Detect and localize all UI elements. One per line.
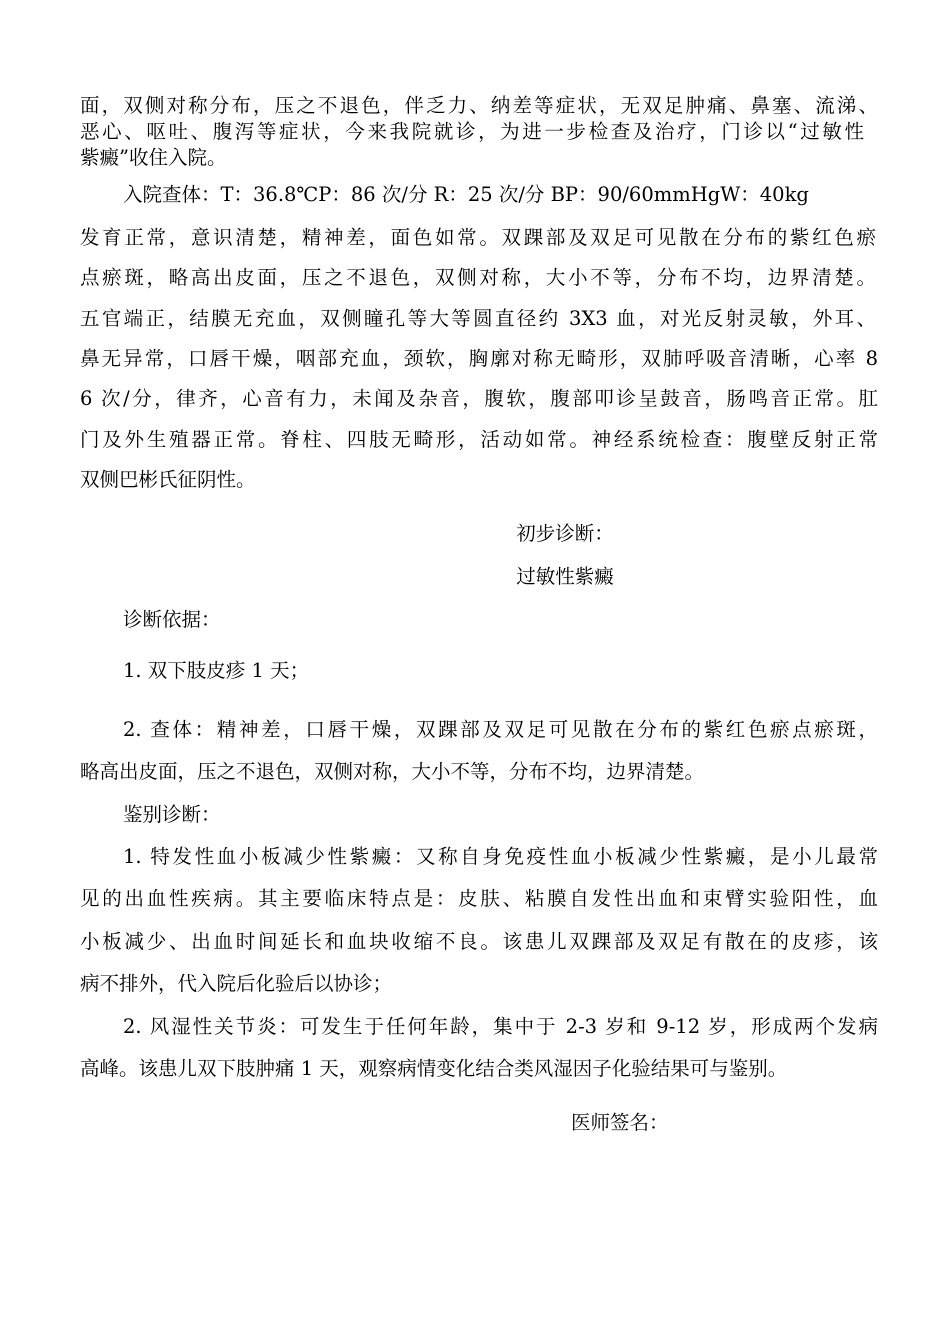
exam-line-5: 6 次/分，律齐，心音有力，未闻及杂音，腹软，腹部叩诊呈鼓音，肠鸣音正常。肛 [80,387,878,410]
exam-vitals: 入院查体：T：36.8℃P：86 次/分 R：25 次/分 BP：90/60mmHgW：40kg [123,183,809,206]
differential-item-1-line-1: 1. 特发性血小板减少性紫癜：又称自身免疫性血小板减少性紫癜，是小儿最常 [123,845,878,868]
diagnosis-heading: 初步诊断： [516,522,614,545]
history-line-3: 紫癜”收住入院。 [80,146,227,169]
differential-item-1-line-4: 病不排外，代入院后化验后以协诊； [80,972,393,995]
exam-line-2: 点瘀斑，略高出皮面，压之不退色，双侧对称，大小不等，分布不均，边界清楚。 [80,266,876,289]
differential-heading: 鉴别诊断： [123,803,221,826]
exam-line-7: 双侧巴彬氏征阴性。 [80,468,256,491]
basis-heading: 诊断依据： [123,608,221,631]
exam-line-1: 发育正常，意识清楚，精神差，面色如常。双踝部及双足可见散在分布的紫红色瘀 [80,226,876,249]
exam-line-6: 门及外生殖器正常。脊柱、四肢无畸形，活动如常。神经系统检查：腹壁反射正常 [80,428,878,451]
basis-item-1: 1. 双下肢皮疹 1 天； [123,659,310,682]
differential-item-2-line-1: 2. 风湿性关节炎：可发生于任何年龄，集中于 2-3 岁和 9-12 岁，形成两个发病 [123,1015,878,1038]
basis-item-2-line-2: 略高出皮面，压之不退色，双侧对称，大小不等，分布不均，边界清楚。 [80,760,705,783]
diagnosis-value: 过敏性紫癜 [516,565,614,588]
differential-item-1-line-3: 小板减少、出血时间延长和血块收缩不良。该患儿双踝部及双足有散在的皮疹，该 [80,930,878,953]
exam-line-3: 五官端正，结膜无充血，双侧瞳孔等大等圆直径约 3X3 血，对光反射灵敏，外耳、 [80,307,876,330]
differential-item-2-line-2: 高峰。该患儿双下肢肿痛 1 天，观察病情变化结合类风湿因子化验结果可与鉴别。 [80,1057,788,1080]
signature-label: 医师签名： [571,1111,669,1134]
exam-line-4: 鼻无异常，口唇干燥，咽部充血，颈软，胸廓对称无畸形，双肺呼吸音清晰，心率 8 [80,347,878,370]
basis-item-2-line-1: 2. 查体：精神差，口唇干燥，双踝部及双足可见散在分布的紫红色瘀点瘀斑， [123,718,878,741]
history-line-1: 面，双侧对称分布，压之不退色，伴乏力、纳差等症状，无双足肿痛、鼻塞、流涕、 [80,94,878,117]
differential-item-1-line-2: 见的出血性疾病。其主要临床特点是：皮肤、粘膜自发性出血和束臂实验阳性，血 [80,887,878,910]
history-line-2: 恶心、呕吐、腹泻等症状，今来我院就诊，为进一步检查及治疗，门诊以“过敏性 [80,120,864,143]
